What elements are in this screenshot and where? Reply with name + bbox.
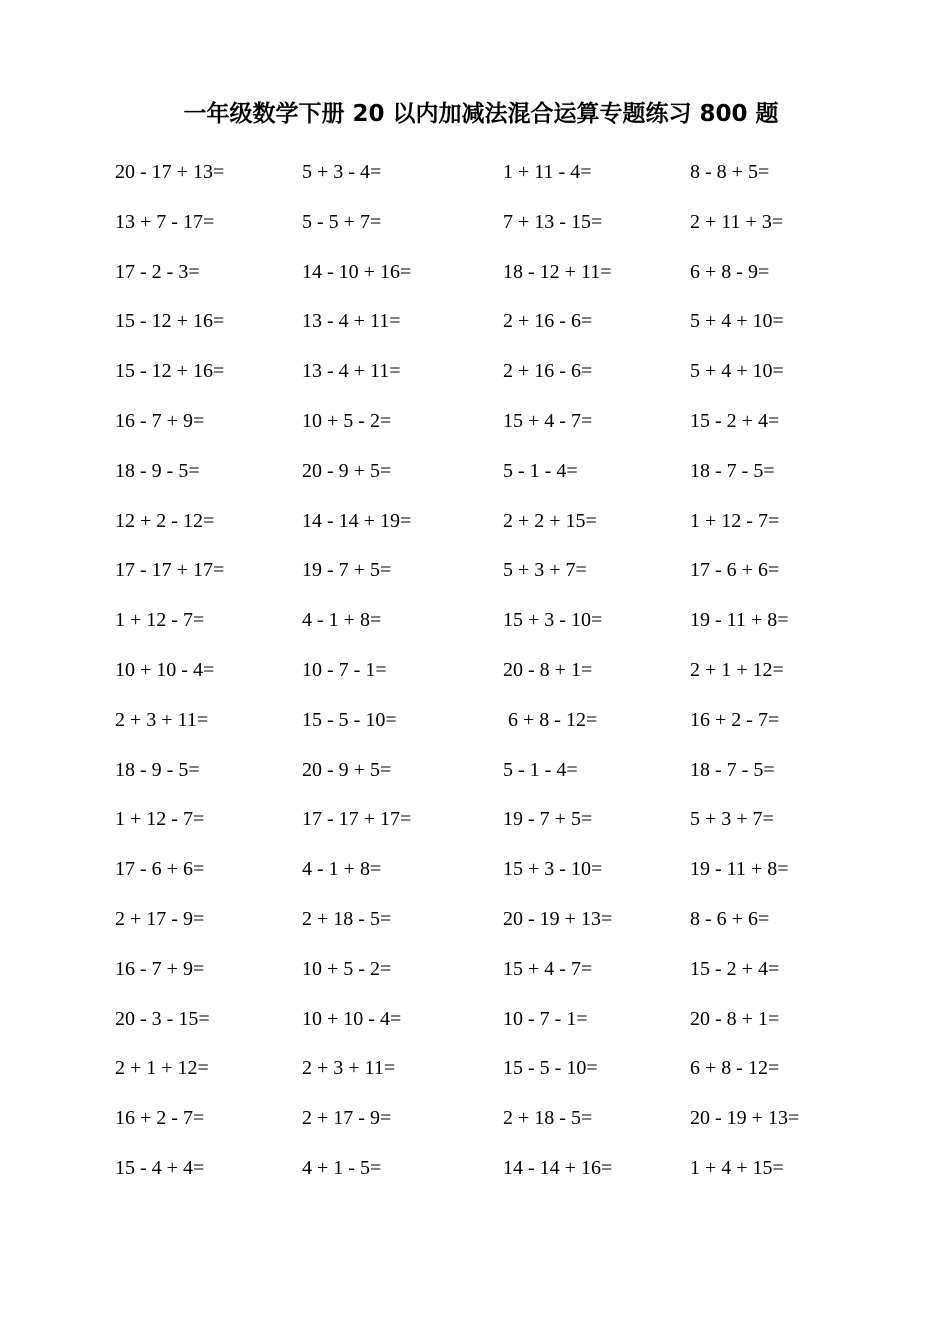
- problem-item: 18 - 9 - 5=: [115, 759, 200, 781]
- problem-item: 10 - 7 - 1=: [302, 659, 387, 681]
- problem-item: 17 - 6 + 6=: [115, 858, 205, 880]
- problem-item: 5 + 3 + 7=: [690, 808, 774, 830]
- problem-item: 2 + 3 + 11=: [115, 709, 209, 731]
- problem-item: 2 + 16 - 6=: [503, 360, 593, 382]
- problem-item: 2 + 17 - 9=: [115, 908, 205, 930]
- problem-item: 5 - 5 + 7=: [302, 211, 382, 233]
- problem-item: 10 + 5 - 2=: [302, 410, 392, 432]
- problem-item: 15 + 4 - 7=: [503, 958, 593, 980]
- problem-item: 13 - 4 + 11=: [302, 360, 401, 382]
- problem-item: 2 + 18 - 5=: [503, 1107, 593, 1129]
- problem-item: 15 - 5 - 10=: [302, 709, 397, 731]
- problem-item: 15 + 3 - 10=: [503, 858, 603, 880]
- problem-item: 2 + 11 + 3=: [690, 211, 784, 233]
- problem-item: 2 + 1 + 12=: [690, 659, 784, 681]
- problem-item: 17 - 6 + 6=: [690, 559, 780, 581]
- problem-item: 10 + 10 - 4=: [115, 659, 215, 681]
- problem-item: 19 - 7 + 5=: [503, 808, 593, 830]
- problem-item: 15 - 4 + 4=: [115, 1157, 205, 1179]
- problem-item: 15 - 12 + 16=: [115, 360, 225, 382]
- problem-item: 18 - 12 + 11=: [503, 261, 612, 283]
- problem-item: 14 - 14 + 16=: [503, 1157, 613, 1179]
- problem-item: 20 - 8 + 1=: [690, 1008, 780, 1030]
- problem-item: 6 + 8 - 12=: [690, 1057, 780, 1079]
- problem-item: 2 + 16 - 6=: [503, 310, 593, 332]
- problem-item: 2 + 18 - 5=: [302, 908, 392, 930]
- problem-item: 8 - 8 + 5=: [690, 161, 770, 183]
- problem-item: 20 - 9 + 5=: [302, 460, 392, 482]
- problem-item: 16 - 7 + 9=: [115, 958, 205, 980]
- problem-item: 1 + 12 - 7=: [690, 510, 780, 532]
- problem-item: 5 - 1 - 4=: [503, 759, 578, 781]
- problem-item: 10 - 7 - 1=: [503, 1008, 588, 1030]
- problem-item: 17 - 17 + 17=: [115, 559, 225, 581]
- problem-item: 5 + 3 + 7=: [503, 559, 587, 581]
- problem-item: 1 + 11 - 4=: [503, 161, 592, 183]
- problem-item: 18 - 7 - 5=: [690, 460, 775, 482]
- problem-item: 17 - 17 + 17=: [302, 808, 412, 830]
- problem-item: 1 + 12 - 7=: [115, 808, 205, 830]
- problem-item: 20 - 19 + 13=: [690, 1107, 800, 1129]
- problem-item: 18 - 9 - 5=: [115, 460, 200, 482]
- problem-item: 12 + 2 - 12=: [115, 510, 215, 532]
- problem-item: 15 + 3 - 10=: [503, 609, 603, 631]
- problem-item: 20 - 3 - 15=: [115, 1008, 210, 1030]
- problem-item: 2 + 1 + 12=: [115, 1057, 209, 1079]
- problem-item: 20 - 17 + 13=: [115, 161, 225, 183]
- problem-item: 10 + 5 - 2=: [302, 958, 392, 980]
- problem-item: 5 + 4 + 10=: [690, 310, 784, 332]
- problem-item: 16 - 7 + 9=: [115, 410, 205, 432]
- problem-item: 15 + 4 - 7=: [503, 410, 593, 432]
- problem-item: 15 - 5 - 10=: [503, 1057, 598, 1079]
- problem-item: 16 + 2 - 7=: [690, 709, 780, 731]
- problem-item: 14 - 14 + 19=: [302, 510, 412, 532]
- problem-item: 20 - 9 + 5=: [302, 759, 392, 781]
- problem-item: 16 + 2 - 7=: [115, 1107, 205, 1129]
- problem-item: 4 - 1 + 8=: [302, 609, 382, 631]
- problem-item: 13 - 4 + 11=: [302, 310, 401, 332]
- page-title: 一年级数学下册 20 以内加减法混合运算专题练习 800 题: [183, 101, 779, 127]
- problem-item: 15 - 2 + 4=: [690, 958, 780, 980]
- problem-item: 4 - 1 + 8=: [302, 858, 382, 880]
- problem-item: 19 - 11 + 8=: [690, 858, 789, 880]
- problem-item: 20 - 8 + 1=: [503, 659, 593, 681]
- problem-item: 4 + 1 - 5=: [302, 1157, 382, 1179]
- problem-item: 6 + 8 - 12=: [503, 709, 598, 731]
- problem-item: 7 + 13 - 15=: [503, 211, 603, 233]
- problem-item: 17 - 2 - 3=: [115, 261, 200, 283]
- problem-item: 15 - 12 + 16=: [115, 310, 225, 332]
- problem-item: 1 + 12 - 7=: [115, 609, 205, 631]
- problem-item: 20 - 19 + 13=: [503, 908, 613, 930]
- problem-item: 2 + 2 + 15=: [503, 510, 597, 532]
- problem-item: 15 - 2 + 4=: [690, 410, 780, 432]
- problem-item: 1 + 4 + 15=: [690, 1157, 784, 1179]
- problem-item: 2 + 3 + 11=: [302, 1057, 396, 1079]
- problem-item: 5 - 1 - 4=: [503, 460, 578, 482]
- problem-item: 19 - 11 + 8=: [690, 609, 789, 631]
- problem-item: 5 + 4 + 10=: [690, 360, 784, 382]
- problem-item: 13 + 7 - 17=: [115, 211, 215, 233]
- problem-item: 6 + 8 - 9=: [690, 261, 770, 283]
- problem-item: 10 + 10 - 4=: [302, 1008, 402, 1030]
- problem-item: 14 - 10 + 16=: [302, 261, 412, 283]
- problem-item: 18 - 7 - 5=: [690, 759, 775, 781]
- problem-item: 2 + 17 - 9=: [302, 1107, 392, 1129]
- problem-item: 19 - 7 + 5=: [302, 559, 392, 581]
- problem-item: 5 + 3 - 4=: [302, 161, 382, 183]
- problem-item: 8 - 6 + 6=: [690, 908, 770, 930]
